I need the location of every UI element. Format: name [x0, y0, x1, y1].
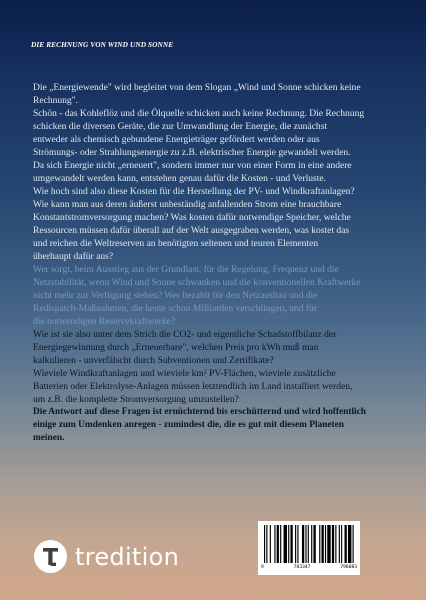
barcode-bar — [266, 525, 267, 563]
barcode-bar — [319, 525, 320, 563]
barcode-bar — [325, 525, 326, 563]
barcode-bar — [305, 525, 306, 563]
text-line: kalkulieren - unverfälscht durch Subventionen und Zertifikate? — [33, 355, 274, 366]
text-line: Energiegewinnung durch „Erneuerbare", welchen Preis pro kWh muß man — [33, 342, 319, 353]
text-line: Rechnung". — [33, 95, 78, 106]
text-line: Netzstabilität, wenn Wind und Sonne schwanken und die konventionellen Kraftwerke — [33, 277, 361, 288]
barcode-digit-left: 9 — [261, 565, 264, 570]
text-line: entweder als chemisch gebundene Energieträger gefördert werden oder aus — [33, 134, 320, 145]
text-line: überhaupt dafür aus? — [33, 251, 114, 262]
barcode-bar — [270, 525, 271, 563]
text-line: umgewandelt werden kann, entstehen genau dafür die Kosten - und Verluste. — [33, 173, 327, 184]
barcode-bar — [322, 525, 324, 563]
text-line: Wie hoch sind also diese Kosten für die Herstellung der PV- und Windkraftanlagen? — [33, 186, 355, 197]
blurb-text — [33, 81, 398, 445]
text-line: um z.B. die komplette Stromversorgung umzustellen? — [33, 394, 239, 405]
barcode-digits — [258, 565, 360, 570]
barcode-bar — [327, 525, 330, 563]
barcode-bar — [284, 525, 287, 563]
text-line: Wieviele Windkraftanlagen und wieviele km² PV-Flächen, wieviele zusätzliche — [33, 368, 336, 379]
barcode-bar — [335, 525, 336, 563]
barcode-bar — [341, 525, 342, 563]
barcode-bar — [264, 525, 265, 563]
text-line: einige zum Umdenken anregen - zumindest die, die es gut mit diesem Planeten — [33, 420, 345, 430]
text-line: Die „Energiewende" wird begleitet von dem Slogan „Wind und Sonne schicken keine — [33, 82, 361, 93]
barcode-bar — [274, 525, 275, 563]
text-line: Da sich Energie nicht „erneuert", sondern immer nur von einer Form in eine andere — [33, 160, 352, 171]
barcode-bar — [348, 525, 351, 563]
text-line: Konstantstromversorgung machen? Was kosten dafür notwendige Speicher, welche — [33, 212, 351, 223]
barcode-bar — [288, 525, 289, 563]
barcode-bar — [332, 525, 334, 563]
barcode-bar — [345, 525, 347, 563]
barcode-bar — [302, 525, 304, 563]
text-line: Strömungs- oder Strahlungsenergie zu z.B. elektrischer Energie gewandelt werden. — [33, 147, 351, 158]
barcode-bar — [311, 525, 312, 563]
isbn-barcode — [258, 521, 360, 575]
publisher-name: tredition — [75, 542, 180, 571]
text-line: Wie kann man aus deren äußerst unbeständig anfallenden Strom eine brauchbare — [33, 199, 342, 210]
barcode-bar — [277, 525, 279, 563]
text-line: meinen. — [33, 433, 65, 443]
barcode-bar — [297, 525, 298, 563]
text-line: Wer sorgt, beim Ausstieg aus der Grundlast, für die Regelung, Frequenz und die — [33, 264, 339, 275]
text-line: und reichen die Weltreserven an benötigten seltenen und teuren Elementen — [33, 238, 319, 249]
barcode-group-right: 798083 — [340, 565, 357, 570]
barcode-group-left: 783347 — [293, 565, 311, 570]
publisher-logo — [34, 540, 179, 573]
text-line: die notwendigen Reservekraftwerke? — [33, 316, 176, 327]
barcode-bar — [313, 525, 315, 563]
text-line: Die Antwort auf diese Fragen ist ernüchternd bis erschütternd und wird hoffentlich — [33, 407, 366, 417]
text-line: schicken die diversen Geräte, die zur Umwandlung der Energie, die zunächst — [33, 121, 328, 132]
barcode-bar — [295, 525, 296, 563]
text-line: Wie ist sie also unter dem Strich die CO2- und eigentliche Schadstoffbilanz der — [33, 329, 337, 340]
barcode-bar — [308, 525, 309, 563]
text-line: Redispatch-Maßnahmen, die heute schon Milliarden verschlingen, und für — [33, 303, 317, 314]
barcode-bar — [280, 525, 281, 563]
barcode-bar — [339, 525, 340, 563]
text-line: Schön - das Kohleflöz und die Ölquelle schicken auch keine Rechnung. Die Rechnung — [33, 108, 365, 119]
barcode-bar — [353, 525, 354, 563]
text-line: Batterien oder Elektrolyse-Anlagen müssen letztendlich im Land installiert werden, — [33, 381, 353, 392]
text-line: nicht mehr zur Verfügung stehen? Wer bezahlt für den Netzausbau und die — [33, 290, 318, 301]
text-line: Ressourcen müssen dafür überall auf der Welt ausgegraben werden, was kostet das — [33, 225, 350, 236]
cover-title: DIE RECHNUNG VON WIND UND SONNE — [31, 40, 174, 49]
barcode-bar — [290, 525, 292, 563]
tredition-t-icon — [34, 540, 67, 573]
